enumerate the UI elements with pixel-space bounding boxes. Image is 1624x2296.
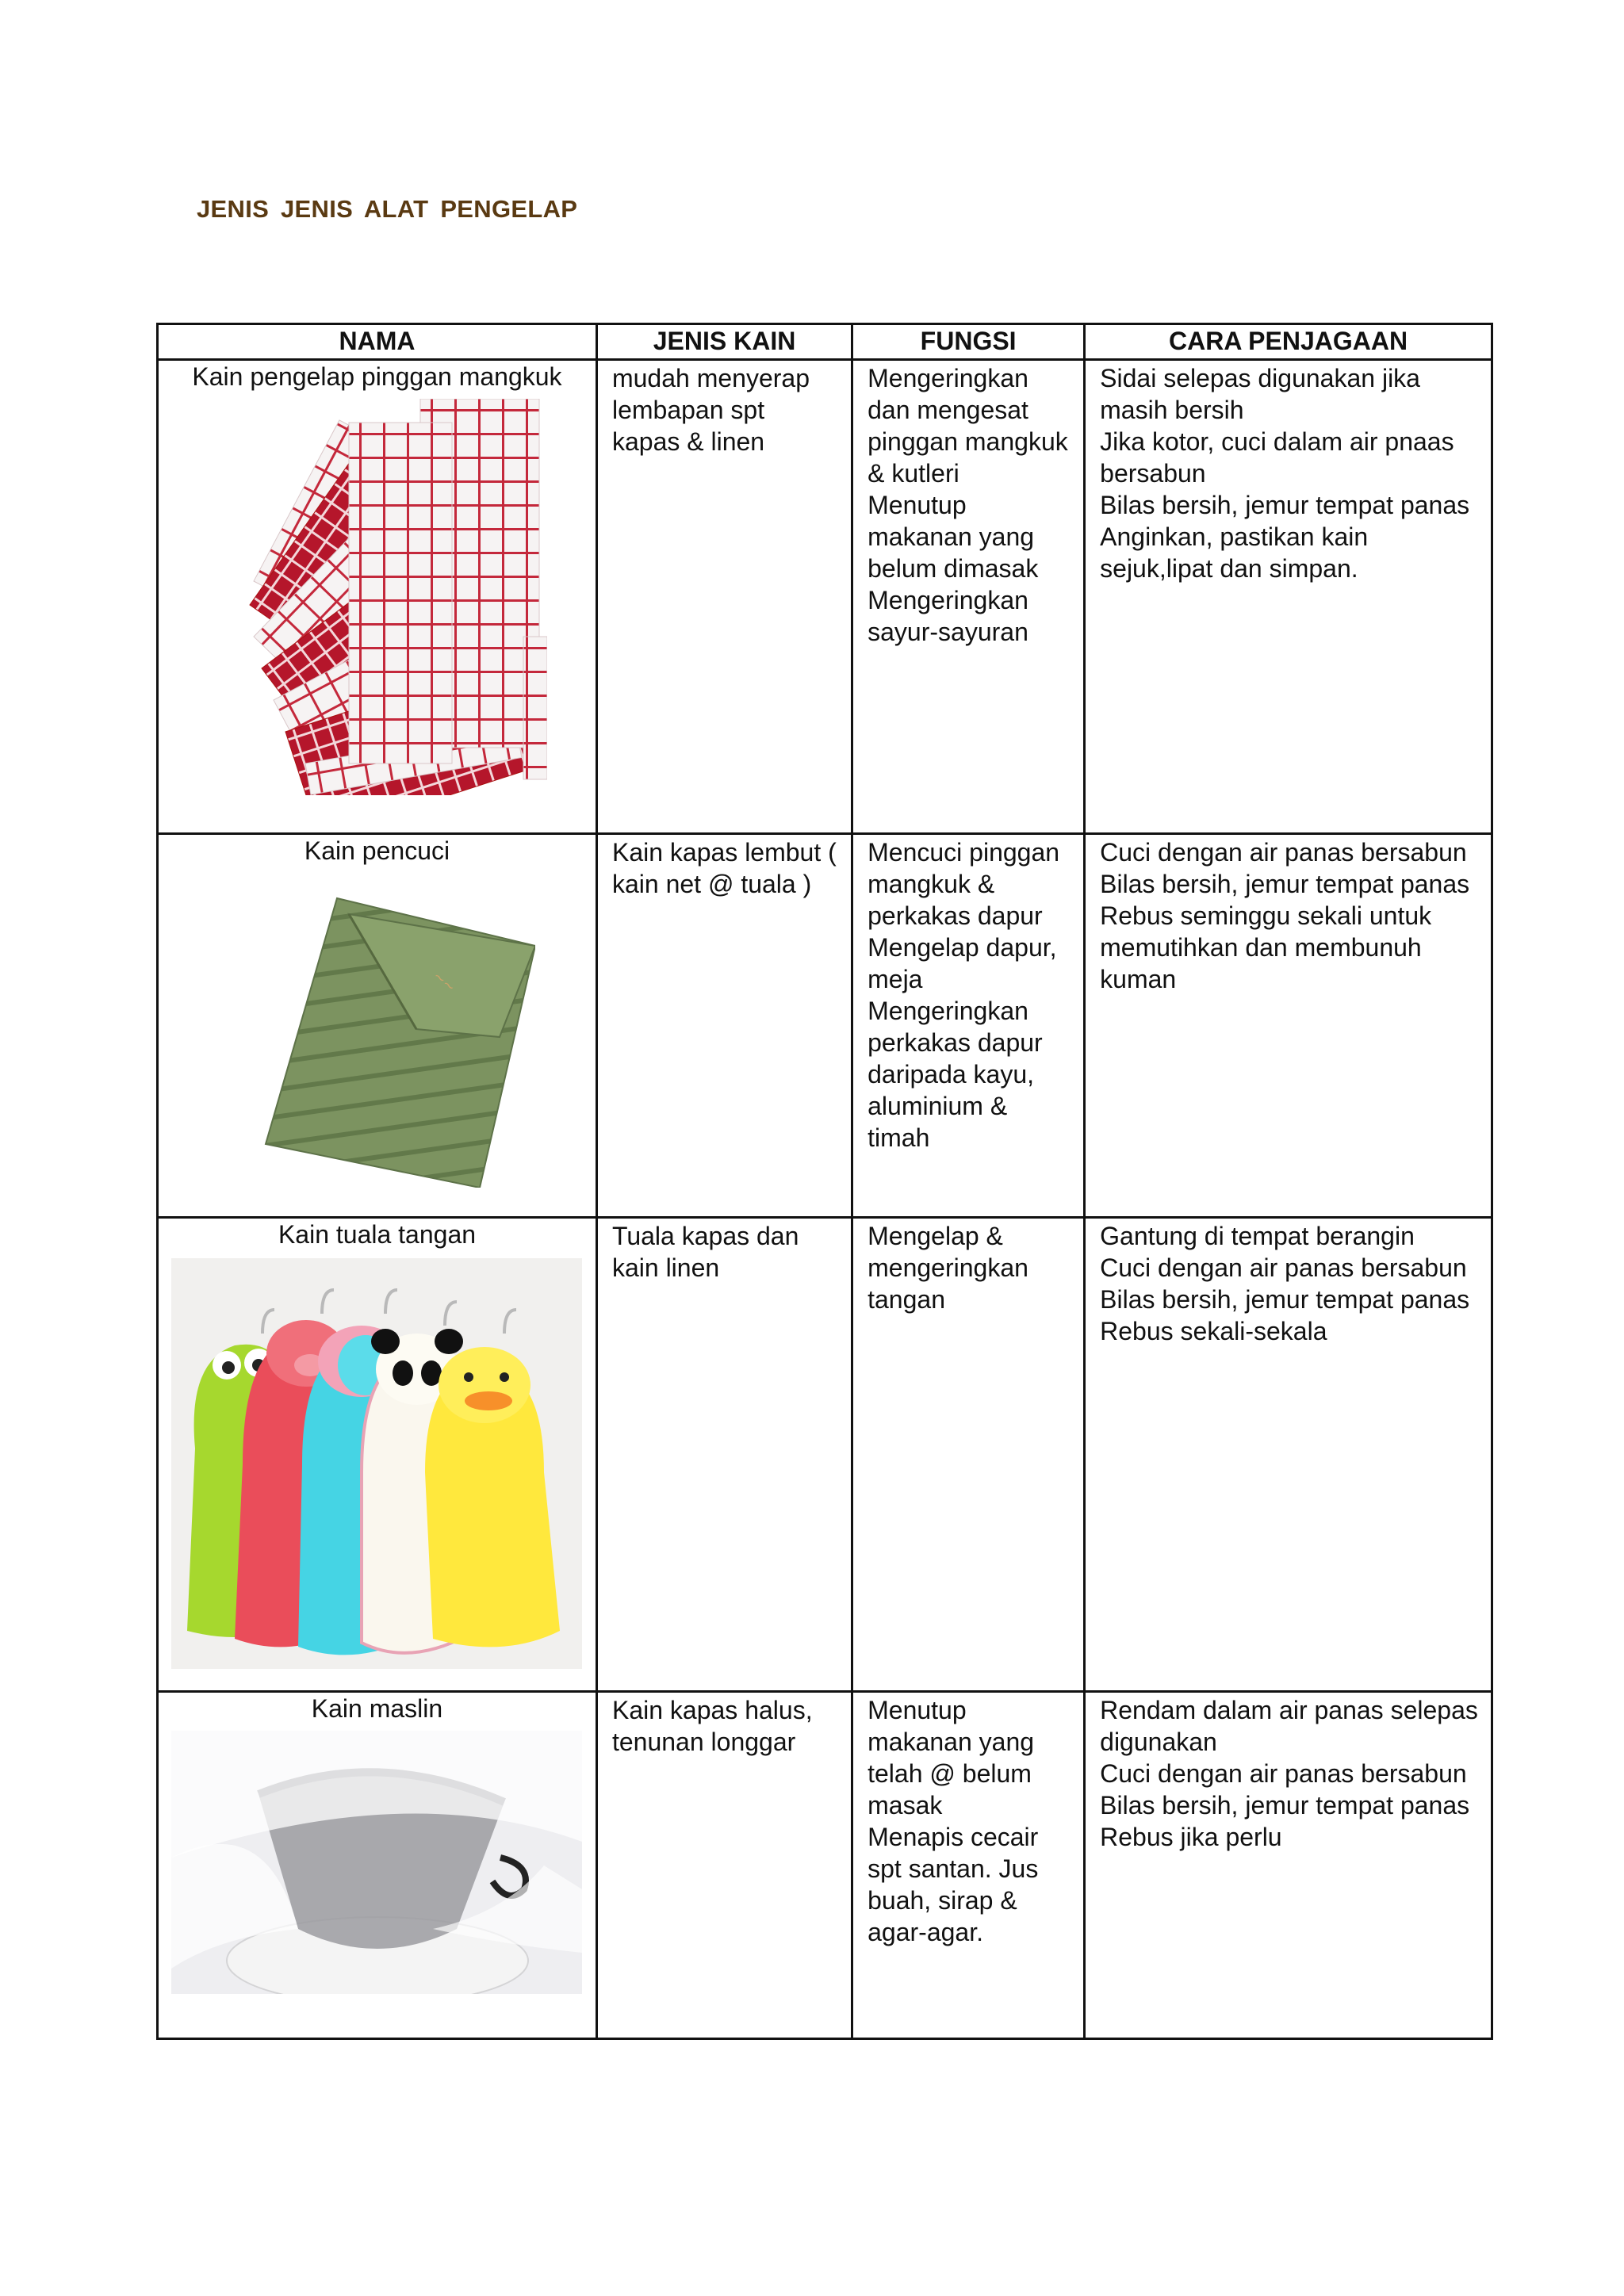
penjagaan-item: Gantung di tempat berangin <box>1100 1222 1415 1250</box>
table-row <box>158 360 1492 834</box>
penjagaan-item: Jika kotor, cuci dalam air pnaas bersabun <box>1100 427 1454 488</box>
fungsi-item: Mengeringkan sayur-sayuran <box>868 586 1028 646</box>
fungsi-item: Mengeringkan perkakas dapur daripada kayu, aluminium & timah <box>868 997 1043 1152</box>
jenis-kain-cell <box>596 1218 852 1692</box>
jenis-kain-cell <box>596 834 852 1218</box>
penjagaan-item: Cuci dengan air panas bersabun <box>1100 838 1467 867</box>
jenis-kain-text: mudah menyerap lembapan spt kapas & linen <box>611 364 810 456</box>
animal-hand-towels-image <box>171 1258 582 1669</box>
alat-pengelap-table <box>156 323 1493 2040</box>
muslin-strainer-image <box>171 1731 582 1994</box>
penjagaan-cell <box>1085 1692 1492 2039</box>
table-row <box>158 1692 1492 2039</box>
table-row <box>158 1218 1492 1692</box>
penjagaan-item: Rebus jika perlu <box>1100 1823 1282 1851</box>
table-header-row <box>158 324 1492 360</box>
nama-label: Kain tuala tangan <box>278 1220 477 1249</box>
nama-label: Kain pengelap pinggan mangkuk <box>192 362 562 391</box>
svg-text:~~: ~~ <box>430 967 459 997</box>
jenis-kain-cell <box>596 1692 852 2039</box>
fungsi-cell <box>852 360 1085 834</box>
jenis-kain-text: Kain kapas lembut ( kain net @ tuala ) <box>611 838 837 898</box>
table-row <box>158 834 1492 1218</box>
header-fungsi: FUNGSI <box>852 324 1085 360</box>
nama-cell <box>158 360 597 834</box>
fungsi-item: Mengeringkan dan mengesat pinggan mangkuk & kutleri <box>868 364 1068 488</box>
fungsi-cell <box>852 834 1085 1218</box>
penjagaan-item: Bilas bersih, jemur tempat panas <box>1100 1285 1470 1314</box>
jenis-kain-cell <box>596 360 852 834</box>
fungsi-cell <box>852 1218 1085 1692</box>
penjagaan-item: Rebus seminggu sekali untuk memutihkan dan membunuh kuman <box>1100 901 1432 993</box>
penjagaan-item: Rebus sekali-sekala <box>1100 1317 1327 1345</box>
nama-label: Kain maslin <box>311 1694 443 1723</box>
penjagaan-item: Bilas bersih, jemur tempat panas <box>1100 491 1470 519</box>
green-microfiber-cloth-image <box>218 882 535 1188</box>
fungsi-item: Menutup makanan yang belum dimasak <box>868 491 1039 583</box>
fungsi-item: Mencuci pinggan mangkuk & perkakas dapur <box>868 838 1060 930</box>
fungsi-item: Mengelap dapur, meja <box>868 933 1057 993</box>
penjagaan-item: Cuci dengan air panas bersabun <box>1100 1759 1467 1788</box>
nama-cell <box>158 1218 597 1692</box>
fungsi-item: Mengelap & mengeringkan tangan <box>868 1222 1028 1314</box>
page-title: JENIS JENIS ALAT PENGELAP <box>197 195 578 223</box>
nama-cell <box>158 1692 597 2039</box>
nama-label: Kain pencuci <box>304 836 450 865</box>
fungsi-cell <box>852 1692 1085 2039</box>
fungsi-item: Menapis cecair spt santan. Jus buah, sirap & agar-agar. <box>868 1823 1039 1946</box>
penjagaan-item: Anginkan, pastikan kain sejuk,lipat dan simpan. <box>1100 522 1369 583</box>
checkered-dish-towels-image <box>206 399 547 795</box>
penjagaan-item: Bilas bersih, jemur tempat panas <box>1100 1791 1470 1820</box>
penjagaan-item: Sidai selepas digunakan jika masih bersih <box>1100 364 1420 424</box>
jenis-kain-text: Kain kapas halus, tenunan longgar <box>611 1696 813 1756</box>
fungsi-item: Menutup makanan yang telah @ belum masak <box>868 1696 1035 1820</box>
nama-cell <box>158 834 597 1218</box>
jenis-kain-text: Tuala kapas dan kain linen <box>611 1222 799 1282</box>
header-jenis-kain: JENIS KAIN <box>596 324 852 360</box>
penjagaan-item: Bilas bersih, jemur tempat panas <box>1100 870 1470 898</box>
penjagaan-item: Cuci dengan air panas bersabun <box>1100 1253 1467 1282</box>
header-nama: NAMA <box>158 324 597 360</box>
header-cara-penjagaan: CARA PENJAGAAN <box>1085 324 1492 360</box>
penjagaan-cell <box>1085 360 1492 834</box>
penjagaan-item: Rendam dalam air panas selepas digunakan <box>1100 1696 1478 1756</box>
penjagaan-cell <box>1085 1218 1492 1692</box>
penjagaan-cell <box>1085 834 1492 1218</box>
